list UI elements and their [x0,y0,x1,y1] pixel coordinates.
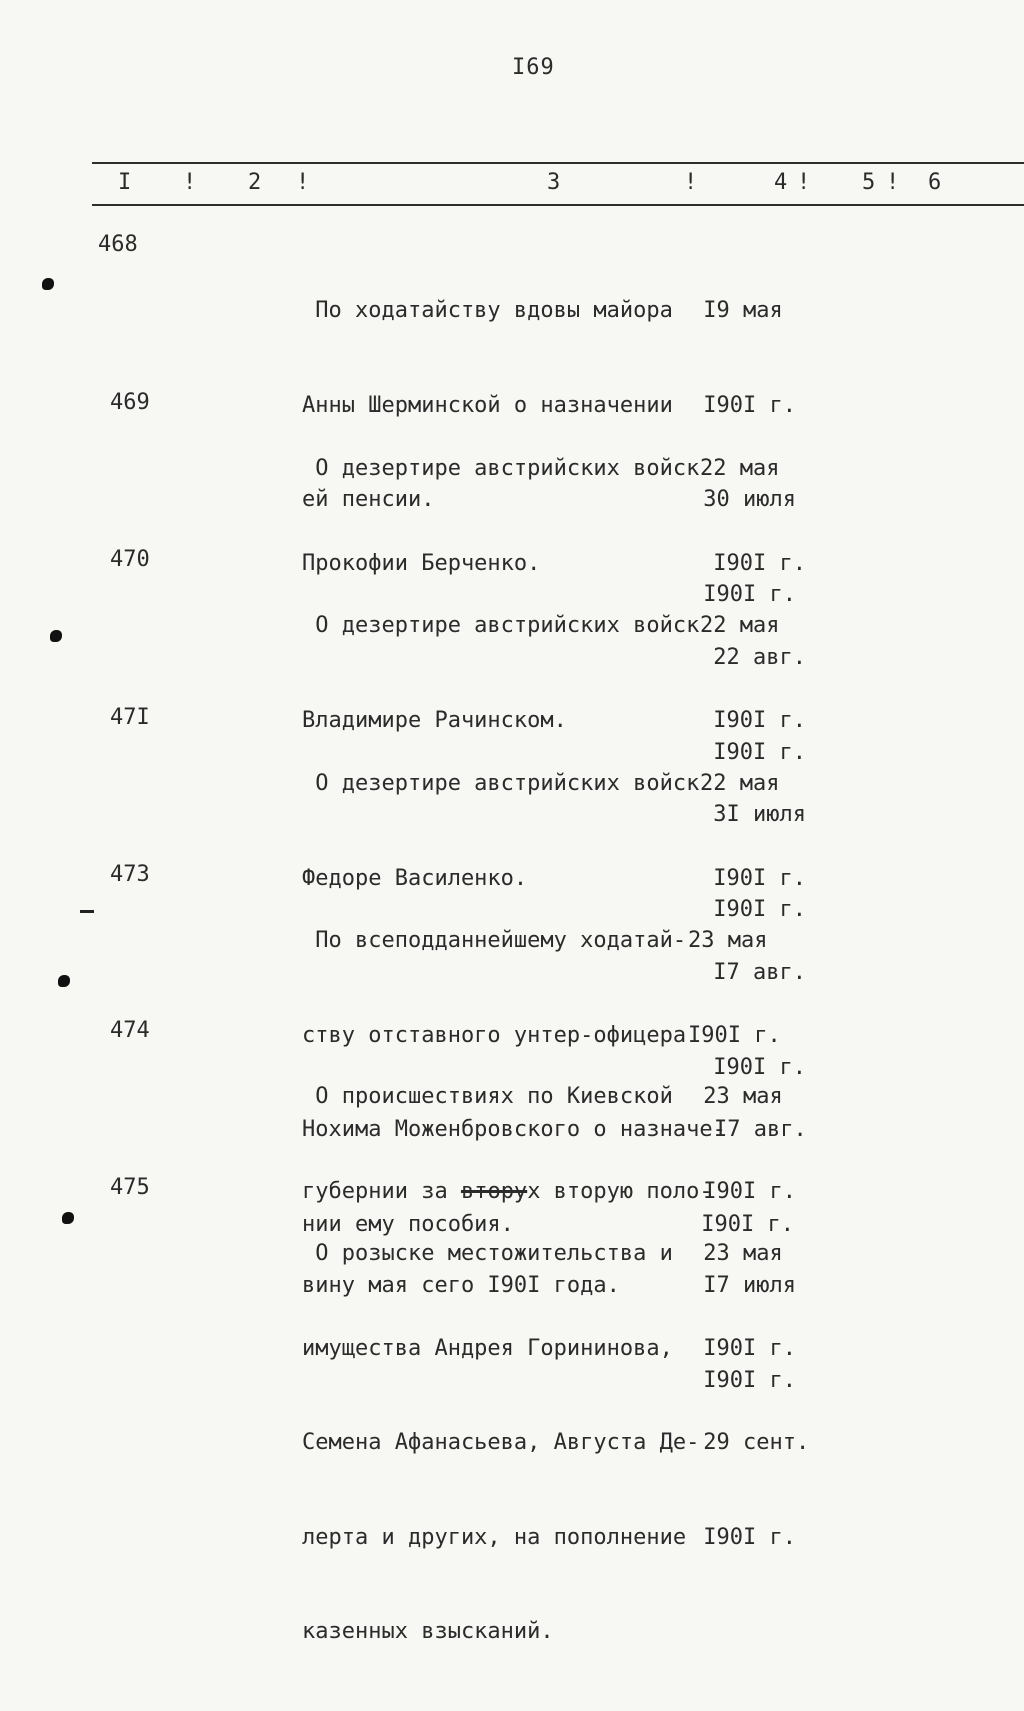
header-col-5: 5 [862,170,876,195]
date-line: I9 мая [690,298,783,323]
record-dates [690,1175,830,1616]
record-number: 47I [110,705,150,730]
date-line: I7 авг. [700,960,806,985]
date-line: I90I г. [700,550,806,576]
date-line: I90I г. [690,1524,796,1550]
description-line: Прокофии Берченко. [302,550,541,576]
description-line: О дезертире австрийских войск [302,613,700,638]
description-line: нии ему пособия. [302,1211,514,1237]
description-line: По всеподданнейшему ходатай- [302,928,687,953]
date-line: I90I г. [700,707,806,733]
header-separator: ! [183,170,197,195]
date-line: I7 июля [690,1273,796,1298]
date-line: 23 мая [690,1241,783,1266]
date-line: 3I июля [700,802,806,827]
date-line: I90I г. [690,392,796,418]
header-col-6: 6 [928,170,942,195]
date-line: I90I г. [700,1054,806,1080]
record-number: 469 [110,390,150,415]
date-line: 30 июля [690,487,796,512]
struck-text: втору [460,1178,528,1204]
date-line: 23 мая [690,1084,783,1109]
binder-hole-mark [58,975,70,987]
description-line: ству отставного унтер-офицера [302,1022,687,1048]
record-number: 475 [110,1175,150,1200]
record-number: 473 [110,862,150,887]
header-separator: ! [684,170,698,195]
record-number: 470 [110,547,150,572]
description-line: Нохима Моженбровского о назначе- [302,1117,726,1142]
header-col-3: 3 [547,170,561,195]
description-line: Анны Шерминской о назначении [302,392,673,418]
description-line: О дезертире австрийских войск [302,771,700,796]
date-line: 22 мая [700,613,780,638]
record-description [302,1175,702,1711]
date-line: I90I г. [688,1211,794,1237]
description-line: вину мая сего I90I года. [302,1273,620,1298]
date-line: I90I г. [690,1178,796,1204]
description-line: Владимире Рачинском. [302,707,567,733]
date-line: I90I г. [700,865,806,891]
record-number: 468 [98,232,138,257]
date-line: 22 мая [700,456,780,481]
description-line: имущества Андрея Горининова, [302,1335,673,1361]
date-line: I90I г. [700,739,806,765]
header-col-2: 2 [248,170,262,195]
description-line: ей пенсии. [302,487,435,512]
record-number: 474 [110,1018,150,1043]
description-line: Семена Афанасьева, Августа Де- [302,1430,700,1455]
page-number: I69 [512,55,555,80]
header-separator: ! [296,170,310,195]
date-line: 22 мая [700,771,780,796]
date-line: 22 авг. [700,645,806,670]
margin-dash-mark [80,910,94,913]
date-line: I90I г. [690,1335,796,1361]
description-line: лерта и других, на пополнение [302,1524,687,1550]
description-text: губернии за [302,1178,461,1204]
description-line: О розыске местожительства и [302,1241,673,1266]
header-separator: ! [886,170,900,195]
description-text: х вторую поло- [527,1178,713,1204]
table-rule-bottom [92,204,1024,206]
description-line: О происшествиях по Киевской [302,1084,673,1109]
binder-hole-mark [42,278,54,290]
description-line: По ходатайству вдовы майора [302,298,673,323]
date-line: I90I г. [690,1367,796,1393]
description-line: О дезертире австрийских войск [302,456,700,481]
header-col-1: I [118,170,132,195]
binder-hole-mark [50,630,62,642]
description-line: казенных взысканий. [302,1619,554,1644]
date-line: 23 мая [688,928,768,953]
date-line: I90I г. [690,581,796,607]
date-line: I7 авг. [714,1117,807,1142]
date-line: 29 сент. [690,1430,810,1455]
header-separator: ! [797,170,811,195]
table-rule-top [92,162,1024,164]
date-line: I90I г. [700,896,806,922]
header-col-4: 4 [774,170,788,195]
date-line: I90I г. [688,1022,781,1048]
binder-hole-mark [62,1212,74,1224]
description-line: Федоре Василенко. [302,865,528,891]
